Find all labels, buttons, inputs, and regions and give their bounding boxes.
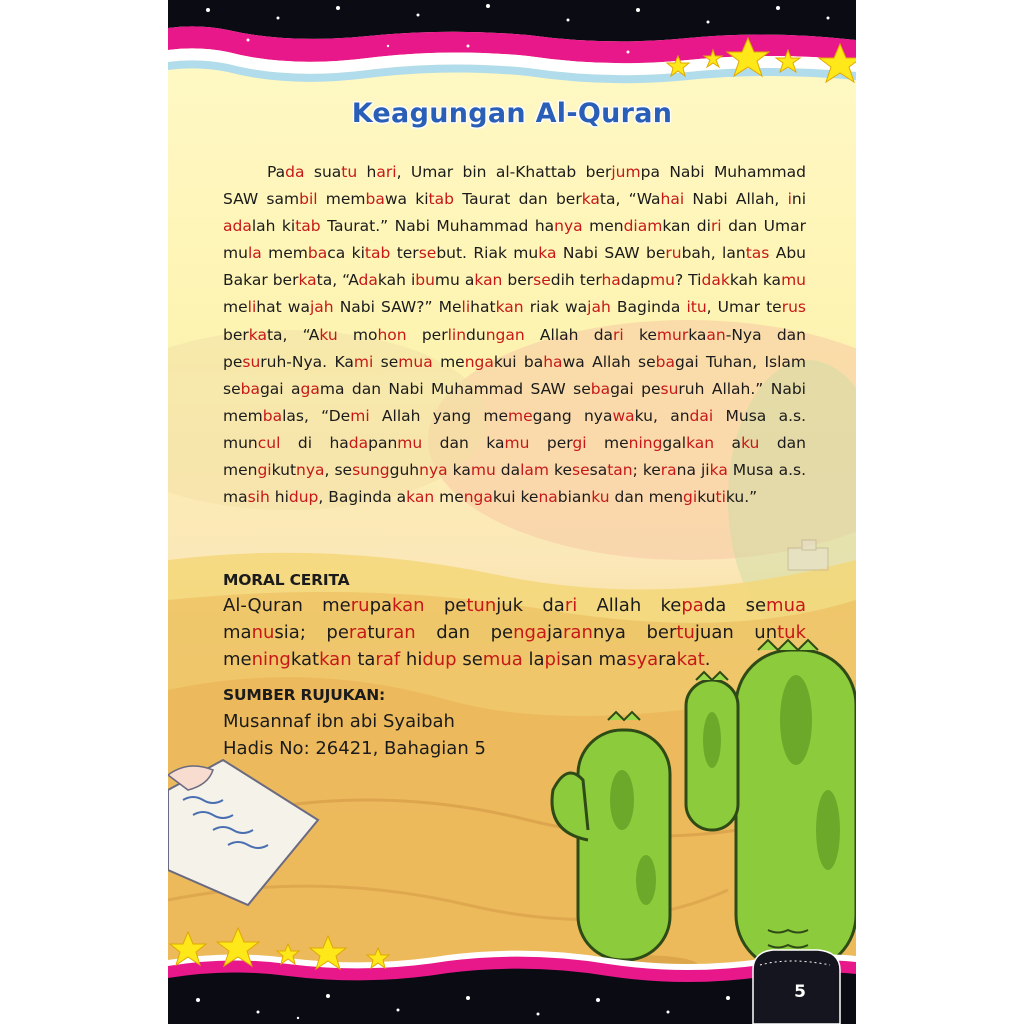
story-segment: ha [534,217,555,236]
story-segment: na ji [676,461,710,480]
story-segment: sih [247,488,270,507]
story-segment: i [787,190,792,209]
story-segment: ber [223,325,249,344]
story-segment: se [572,461,590,480]
story-segment: per [406,325,448,344]
story-segment: la [247,244,262,263]
story-segment: mu [781,271,806,290]
story-segment: cul [257,433,281,452]
moral-segment: san ma [560,649,628,670]
story-segment: a [714,433,742,452]
moral-segment: pa [369,595,393,616]
story-segment: gi [572,433,587,452]
story-segment: mo [337,325,378,344]
story-segment: kan [406,488,435,507]
story-segment: kut [271,461,297,480]
story-segment: me [439,488,464,507]
story-segment: i [686,298,691,317]
story-segment: li [247,298,257,317]
story-segment: , Umar bin al-Khattab ber [396,163,612,181]
story-segment: hon [377,325,407,344]
story-segment: kui ba [493,352,544,371]
moral-segment: tu [676,622,695,643]
story-segment: wa Allah se [562,352,656,371]
story-segment: ta, [599,190,621,209]
story-segment: su [660,379,679,398]
story-segment: ri [613,325,624,344]
story-segment: ba [307,244,328,263]
story-segment: Baginda [610,298,687,317]
story-segment: mur [656,325,689,344]
moral-text [223,592,806,673]
story-segment: ni [791,190,807,209]
story-segment: bil [299,190,318,209]
story-segment: ka [538,244,557,263]
moral-segment: tu [367,622,386,643]
story-segment: lin [447,325,467,344]
story-segment: hai [660,190,685,209]
story-segment: ba [365,190,385,209]
story-segment: nga [464,352,494,371]
story-segment: da [285,163,305,181]
story-segment: ning [628,433,663,452]
story-segment: mu [504,433,530,452]
story-segment: ari [376,163,397,181]
story-segment: but. [436,244,467,263]
story-segment: ha [601,271,621,290]
story-segment: ru [665,244,682,263]
story-segment: ka [248,325,267,344]
story-segment: mu a [434,271,475,290]
story-segment: Tuhan, Islam se [223,352,806,398]
story-segment: kan [686,433,715,452]
moral-segment: kan [319,649,352,670]
story-segment: pe [641,379,661,398]
moral-segment: hi [400,649,423,670]
moral-segment: ma [223,622,252,643]
moral-segment: Al-Quran me [223,595,351,616]
story-segment: ku, an [634,406,690,425]
story-segment: ke [549,461,572,480]
story-segment: diam [623,217,663,236]
story-segment: su [242,352,261,371]
story-segment: ga [300,379,320,398]
story-segment: ta, “A [266,325,320,344]
story-segment: ba [655,352,675,371]
story-segment: h [357,163,377,181]
story-segment: ; ke [632,461,661,480]
story-segment: ka [298,271,317,290]
moral-segment: ra [348,622,368,643]
moral-segment: Allah ke [577,595,682,616]
story-segment: kan di [662,217,711,236]
moral-segment: nu [251,622,275,643]
story-segment: me [508,406,533,425]
story-segment: mu [650,271,675,290]
moral-segment: ju [694,622,712,643]
moral-segment: kat [290,649,320,670]
story-segment: bian [557,488,592,507]
story-segment: kui ke [492,488,539,507]
story-segment: ti [715,488,726,507]
story-segment: nya [419,461,448,480]
story-segment: ta, “A [316,271,359,290]
story-segment: wa ki [384,190,429,209]
story-segment: ba [262,406,283,425]
story-segment: an [706,325,726,344]
story-segment: tu [690,298,707,317]
story-segment: men [582,217,624,236]
story-segment: ku [697,488,716,507]
page-number: 5 [794,982,806,1002]
moral-segment: an un [711,622,778,643]
moral-segment: raf [375,649,401,670]
story-segment: ter [390,244,419,263]
story-segment: ca ki [327,244,365,263]
story-segment: da [232,217,252,236]
story-segment: dan ka [422,433,505,452]
story-segment: sua [304,163,342,181]
story-segment: hat [470,298,496,317]
story-segment: mi [353,352,374,371]
moral-segment: me [223,649,252,670]
moral-segment: juk da [496,595,565,616]
moral-segment: da se [703,595,767,616]
moral-segment: kat [676,649,705,670]
story-segment: nya [583,406,613,425]
story-segment: per [546,433,573,452]
moral-segment: ja [547,622,564,643]
moral-segment: se [456,649,483,670]
story-segment: ma dan Nabi Muhammad SAW se [319,379,591,398]
story-segment: Taurat.” Nabi Muhammad [320,217,529,236]
source-heading: SUMBER RUJUKAN: [223,686,385,704]
story-segment: me [586,433,629,452]
story-segment: Musa a.s. mun [223,406,806,452]
story-segment: ngan [485,325,525,344]
story-segment: pan [368,433,398,452]
story-segment: gang [532,406,572,425]
moral-segment: mua [766,595,807,616]
story-segment: Musa a.s. ma [223,461,807,507]
moral-segment: ru [350,595,370,616]
story-segment: bu [415,271,435,290]
story-segment: dan men [609,488,684,507]
story-segment: ku [319,325,338,344]
story-segment: li [461,298,471,317]
story-segment: tab [295,217,321,236]
story-segment: ku [591,488,610,507]
story-segment: se [533,271,551,290]
story-segment: da [500,461,521,480]
story-segment: mem [261,244,308,263]
story-segment: Riak mu [473,244,539,263]
moral-segment: tuk [777,622,806,643]
moral-segment: ran [385,622,416,643]
story-segment: dai [689,406,714,425]
story-segment: dih ter [550,271,602,290]
story-segment: rus [781,298,806,317]
story-segment: nya [554,217,583,236]
story-segment: me [223,298,248,317]
story-paragraph [223,159,806,511]
story-segment: nya [296,461,325,480]
story-segment: ha [543,352,563,371]
moral-segment: la [522,649,545,670]
moral-segment: pa [681,595,704,616]
story-segment: a [223,217,233,236]
story-segment: mu [470,461,496,480]
story-segment: ka [581,190,600,209]
story-segment: ? Ti [674,271,702,290]
moral-segment: nga [513,622,547,643]
story-segment: tan [607,461,633,480]
story-segment: tas [745,244,770,263]
story-segment: las, “De [282,406,351,425]
story-segment: gi [683,488,698,507]
story-segment: da [348,433,369,452]
story-segment: Allah da [524,325,614,344]
story-segment: ka [688,325,707,344]
moral-segment: tun [466,595,497,616]
moral-segment: ta [351,649,376,670]
story-segment: kah ka [729,271,782,290]
moral-heading: MORAL CERITA [223,571,350,589]
story-segment: sung [352,461,390,480]
story-segment: ke [623,325,657,344]
story-segment: tu [341,163,358,181]
story-segment: riak wa [523,298,588,317]
moral-segment: pi [544,649,561,670]
story-segment: ku.” [725,488,758,507]
story-segment: dak [701,271,730,290]
story-segment: , Baginda a [318,488,407,507]
story-segment: ruh-Nya. Ka [260,352,354,371]
story-segment: gai [610,379,634,398]
story-segment: me [432,352,465,371]
story-segment: dup [288,488,319,507]
story-segment: jah [309,298,334,317]
story-segment: na [538,488,558,507]
moral-segment: . [704,649,711,670]
story-segment: jum [611,163,641,181]
story-segment: Nabi SAW be [556,244,666,263]
story-segment: mem [317,190,366,209]
story-segment: du [466,325,486,344]
story-segment: ra [660,461,677,480]
story-segment: tab [428,190,454,209]
story-segment: ku [741,433,760,452]
story-segment: nga [463,488,493,507]
story-segment: bah, lan [681,244,746,263]
story-text [223,159,806,511]
story-segment: ba [240,379,260,398]
moral-segment: sia; pe [274,622,349,643]
moral-segment: ran [563,622,593,643]
moral-segment: ning [251,649,291,670]
story-segment: wa [612,406,635,425]
story-segment: sa [589,461,608,480]
story-segment: gai a [259,379,301,398]
moral-segment: nya ber [592,622,677,643]
story-segment: , se [324,461,353,480]
page-title: Keagungan Al-Quran [351,98,673,129]
story-segment: ka [447,461,471,480]
story-segment: lam [520,461,550,480]
story-segment: Muhammad SAW sam [223,163,806,209]
page-content [168,0,856,1024]
story-segment: Pa [267,163,286,181]
moral-segment: dup [422,649,457,670]
story-segment: mi [350,406,370,425]
story-segment: i [410,271,416,290]
story-segment: hat wa [256,298,310,317]
story-segment: tab [364,244,391,263]
story-segment: Abu Bakar ber [223,244,806,290]
story-segment: da [358,271,378,290]
story-segment: Nabi Allah, [684,190,788,209]
story-segment: -Nya [725,325,762,344]
story-segment: pa Nabi [640,163,705,181]
story-segment: se [418,244,437,263]
source-line-2: Hadis No: 26421, Bahagian 5 [223,738,486,759]
story-segment: gai [675,352,699,371]
moral-segment: ra [658,649,677,670]
moral-segment: kan [392,595,425,616]
moral-segment: dan pe [415,622,514,643]
story-segment: di ha [280,433,349,452]
story-segment: “Wa [628,190,661,209]
story-segment: gal [662,433,687,452]
story-segment: ruh Allah.” Nabi mem [223,379,806,425]
story-segment: Nabi SAW?” Me [339,298,462,317]
moral-segment: pe [424,595,467,616]
story-segment: Taurat dan ber [453,190,582,209]
story-segment: ri [710,217,722,236]
story-segment: dan Umar mu [223,217,806,263]
story-segment: kan [474,271,503,290]
story-segment: ba [590,379,611,398]
source-text [223,708,486,762]
story-segment: gi [257,461,272,480]
story-segment: kan [495,298,524,317]
moral-segment: sya [627,649,659,670]
story-segment: guh [389,461,420,480]
story-segment: mua [398,352,433,371]
story-segment: dan pe [223,325,806,371]
moral-segment: ri [564,595,578,616]
story-segment: , Umar te [706,298,782,317]
story-segment: ka [709,461,728,480]
story-segment: jah [587,298,611,317]
source-line-1: Musannaf ibn abi Syaibah [223,711,455,732]
story-segment: dan men [223,433,806,480]
moral-segment: mua [482,649,523,670]
story-segment: se [373,352,399,371]
story-segment: mu [397,433,423,452]
story-segment: dap [620,271,650,290]
story-segment: ber [502,271,534,290]
story-segment: Allah yang me [369,406,509,425]
story-segment: hi [269,488,289,507]
book-page [168,0,856,1024]
story-segment: kah [377,271,406,290]
story-segment: lah ki [251,217,296,236]
